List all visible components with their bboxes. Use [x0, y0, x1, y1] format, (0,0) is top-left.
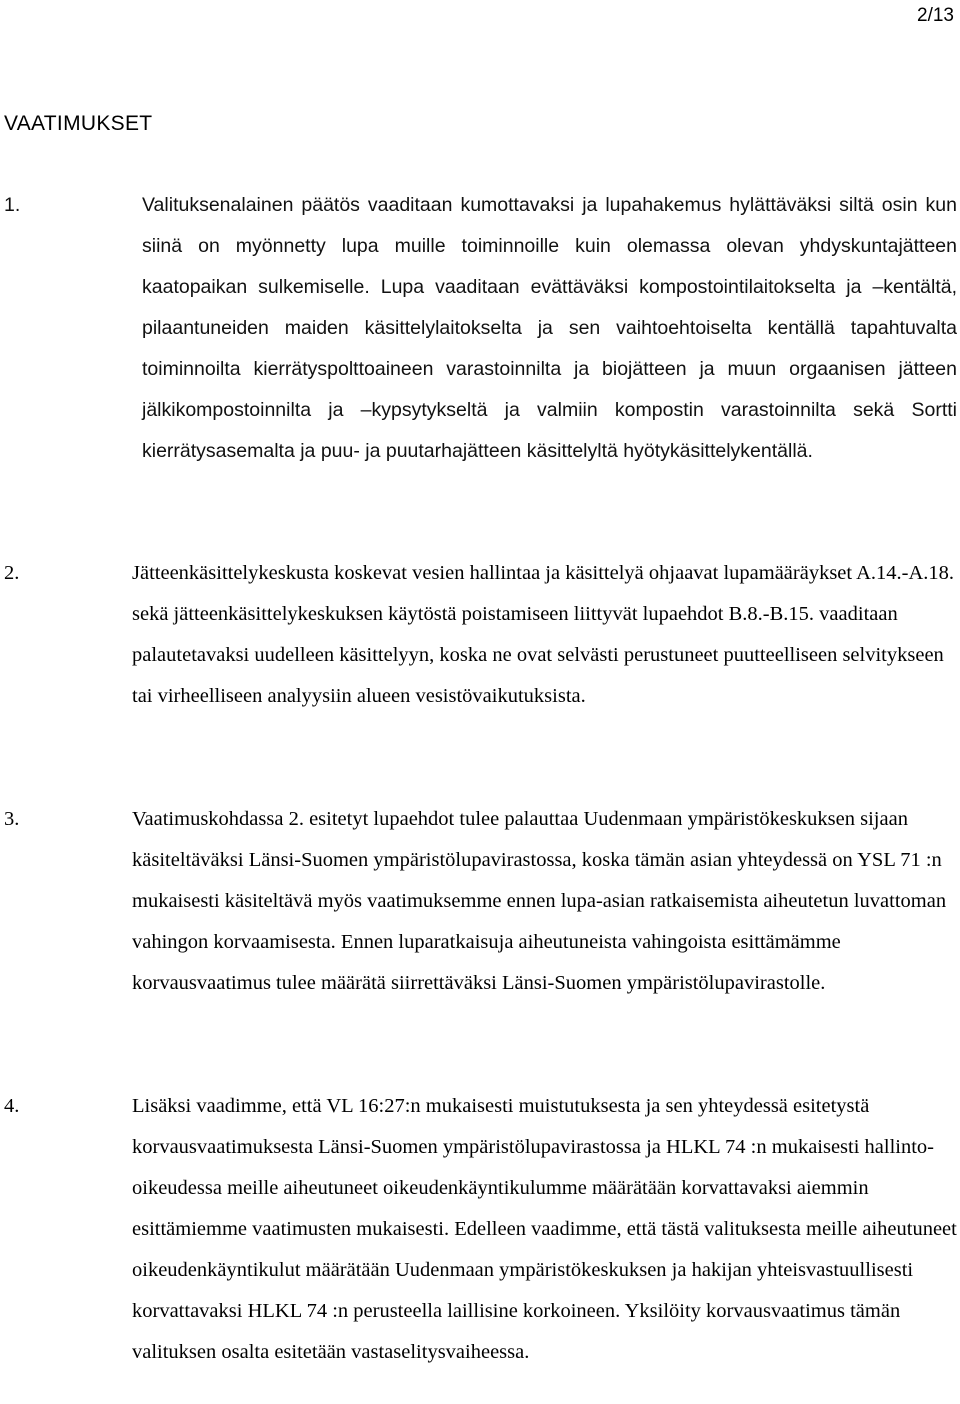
claim-text: Jätteenkäsittelykeskusta koskevat vesien hallintaa ja käsittelyä ohjaavat lupamääräykset A.14.-A.18. sekä jätteenkäsittelykeskuksen käytöstä poistamiseen liittyvät lupaehdot B.8.-B.15. vaaditaan palautetavaksi uudelleen käsittelyyn, koska ne ovat selvästi perustuneet puutteelliseen selvitykseen tai virheelliseen analyysiin alueen vesistövaikutuksista.	[132, 562, 955, 707]
claim-number: 3.	[4, 808, 20, 830]
claim-number: 4.	[4, 1095, 20, 1117]
claim-text: Lisäksi vaadimme, että VL 16:27:n mukaisesti muistutuksesta ja sen yhteydessä esitetystä korvausvaatimuksesta Länsi-Suomen ympäristölupavirastossa ja HLKL 74 :n mukaisesti hallinto-oikeudessa meille aiheutuneet oikeudenkäyntikulumme määrätään korvattavaksi aiemmin esittämiemme vaatimusten mukaisesti. Edelleen vaadimme, että tästä valituksesta meille aiheutuneet oikeudenkäyntikulut määrätään Uudenmaan ympäristökeskuksen ja hakijan yhteisvastuullisesti korvattavaksi HLKL 74 :n perusteella laillisine korkoineen. Yksilöity korvausvaatimus tämän valituksen osalta esitetään vastaselitysvaiheessa.	[132, 1095, 957, 1363]
page-number: 2/13	[917, 5, 954, 26]
claim-number: 1.	[4, 194, 21, 216]
section-heading: VAATIMUKSET	[4, 112, 153, 135]
claim-text: Vaatimuskohdassa 2. esitetyt lupaehdot tulee palauttaa Uudenmaan ympäristökeskuksen sijaan käsiteltäväksi Länsi-Suomen ympäristölupavirastossa, koska tämän asian yhteydessä on YSL 71 :n mukaisesti käsiteltävä myös vaatimuksemme ennen lupa-asian ratkaisemista aiheutetun luvattoman vahingon korvaamisesta. Ennen luparatkaisuja aiheutuneista vahingoista esittämämme korvausvaatimus tulee määrätä siirrettäväksi Länsi-Suomen ympäristölupavirastolle.	[132, 808, 947, 994]
claim-text: Valituksenalainen päätös vaaditaan kumottavaksi ja lupahakemus hylättäväksi siltä osin kun siinä on myönnetty lupa muille toiminnoille kuin olemassa olevan yhdyskuntajätteen kaatopaikan sulkemiselle. Lupa vaaditaan evättäväksi kompostointilaitokselta ja –kentältä, pilaantuneiden maiden käsittelylaitokselta ja sen vaihtoehtoiselta kentällä tapahtuvalta toiminnoilta kierrätyspolttoaineen varastoinnilta ja biojätteen ja muun orgaanisen jätteen jälkikompostoinnilta ja –kypsytykseltä ja valmiin kompostin varastoinnilta sekä Sortti kierrätysasemalta ja puu- ja puutarhajätteen käsittelyltä hyötykäsittelykentällä.	[142, 194, 957, 462]
claim-number: 2.	[4, 562, 20, 584]
